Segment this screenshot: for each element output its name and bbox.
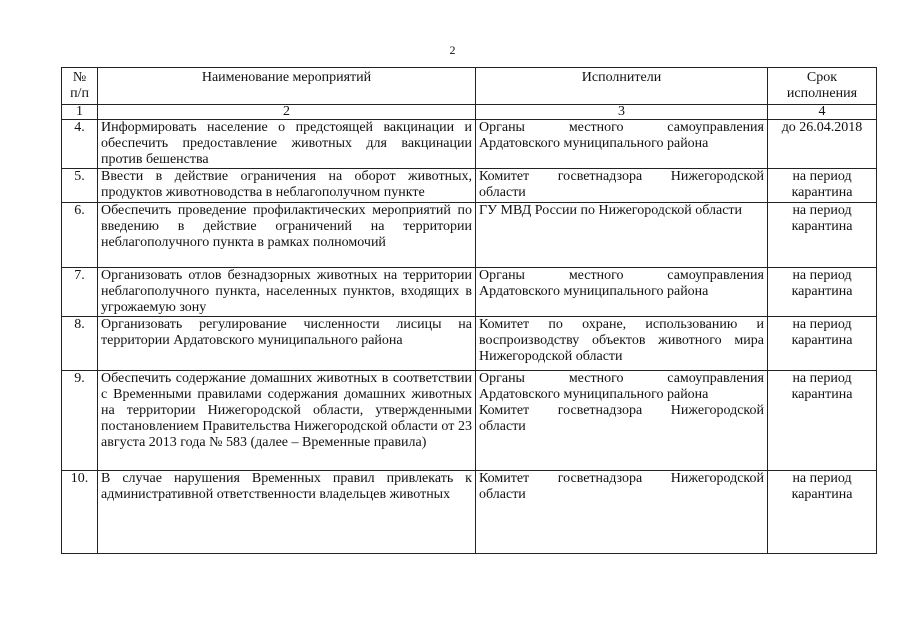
row-executor: ГУ МВД России по Нижегородской области	[479, 203, 743, 218]
header-num-line1: №	[72, 70, 87, 85]
header-deadline-line1: Срок	[806, 70, 838, 85]
header-num	[62, 68, 98, 105]
header-row	[62, 68, 877, 105]
row-executor: Органы местного самоуправления Ардатовского муниципального района	[479, 268, 764, 299]
table-row	[62, 371, 877, 471]
row-action: Ввести в действие ограничения на оборот животных, продуктов животноводства в неблагополучном пункте	[98, 169, 476, 203]
column-number-3: 3	[476, 105, 768, 120]
column-number-2: 2	[98, 105, 476, 120]
row-number: 7.	[62, 268, 98, 317]
row-executors	[476, 203, 768, 268]
row-action: Обеспечить проведение профилактических мероприятий по введению в действие ограничений на территории неблагополучного пункта в рамках полномочий	[98, 203, 476, 268]
row-deadline-line: карантина	[791, 185, 853, 200]
row-executor: Комитет госветнадзора Нижегородской области	[479, 403, 764, 434]
row-action: Обеспечить содержание домашних животных в соответствии с Временными правилами содержания домашних животных на территории Нижегородской области, утвержденными постановлением Правительства Нижегородской области от 23 августа 2013 года № 583 (далее – Временные правила)	[98, 371, 476, 471]
row-executors	[476, 371, 768, 471]
row-action: Организовать регулирование численности лисицы на территории Ардатовского муниципального района	[98, 317, 476, 371]
row-deadline	[768, 317, 877, 371]
row-deadline-line: на период	[792, 471, 852, 486]
row-executors	[476, 268, 768, 317]
row-number: 10.	[62, 471, 98, 554]
row-executor: Комитет по охране, использованию и воспроизводству объектов животного мира Нижегородской области	[479, 317, 764, 364]
column-number-4: 4	[768, 105, 877, 120]
row-deadline	[768, 120, 877, 169]
column-number-row	[62, 105, 877, 120]
table-row	[62, 268, 877, 317]
row-deadline-line: на период	[792, 169, 852, 184]
table-row	[62, 471, 877, 554]
row-deadline-line: карантина	[791, 333, 853, 348]
row-executors	[476, 317, 768, 371]
row-deadline-line: карантина	[791, 284, 853, 299]
row-deadline-line: на период	[792, 268, 852, 283]
table-row	[62, 317, 877, 371]
column-number-1: 1	[62, 105, 98, 120]
header-deadline-line2: исполнения	[786, 86, 858, 101]
row-executors	[476, 120, 768, 169]
header-name: Наименование мероприятий	[98, 68, 476, 105]
header-executors: Исполнители	[476, 68, 768, 105]
row-deadline-line: на период	[792, 317, 852, 332]
row-deadline	[768, 203, 877, 268]
row-deadline-line: на период	[792, 203, 852, 218]
row-executor: Комитет госветнадзора Нижегородской области	[479, 471, 764, 502]
row-deadline-line: карантина	[791, 387, 853, 402]
row-action: Организовать отлов безнадзорных животных на территории неблагополучного пункта, населенных пунктов, входящих в угрожаемую зону	[98, 268, 476, 317]
row-executors	[476, 471, 768, 554]
row-deadline	[768, 471, 877, 554]
row-deadline-line: карантина	[791, 219, 853, 234]
table-row	[62, 203, 877, 268]
row-deadline-line: до 26.04.2018	[781, 120, 863, 135]
header-deadline	[768, 68, 877, 105]
row-action: Информировать население о предстоящей вакцинации и обеспечить предоставление животных для вакцинации против бешенства	[98, 120, 476, 169]
row-deadline	[768, 169, 877, 203]
row-number: 4.	[62, 120, 98, 169]
row-number: 5.	[62, 169, 98, 203]
row-deadline	[768, 371, 877, 471]
row-executor: Органы местного самоуправления Ардатовского муниципального района	[479, 120, 764, 151]
row-deadline	[768, 268, 877, 317]
row-number: 6.	[62, 203, 98, 268]
row-executor: Органы местного самоуправления Ардатовского муниципального района	[479, 371, 764, 402]
row-number: 8.	[62, 317, 98, 371]
row-number: 9.	[62, 371, 98, 471]
measures-table	[61, 67, 877, 554]
row-executor: Комитет госветнадзора Нижегородской области	[479, 169, 764, 200]
row-action: В случае нарушения Временных правил привлекать к административной ответственности владельцев животных	[98, 471, 476, 554]
table-row	[62, 120, 877, 169]
page-number: 2	[449, 43, 456, 57]
header-num-line2: п/п	[70, 86, 89, 101]
table-row	[62, 169, 877, 203]
row-deadline-line: на период	[792, 371, 852, 386]
row-executors	[476, 169, 768, 203]
row-deadline-line: карантина	[791, 487, 853, 502]
